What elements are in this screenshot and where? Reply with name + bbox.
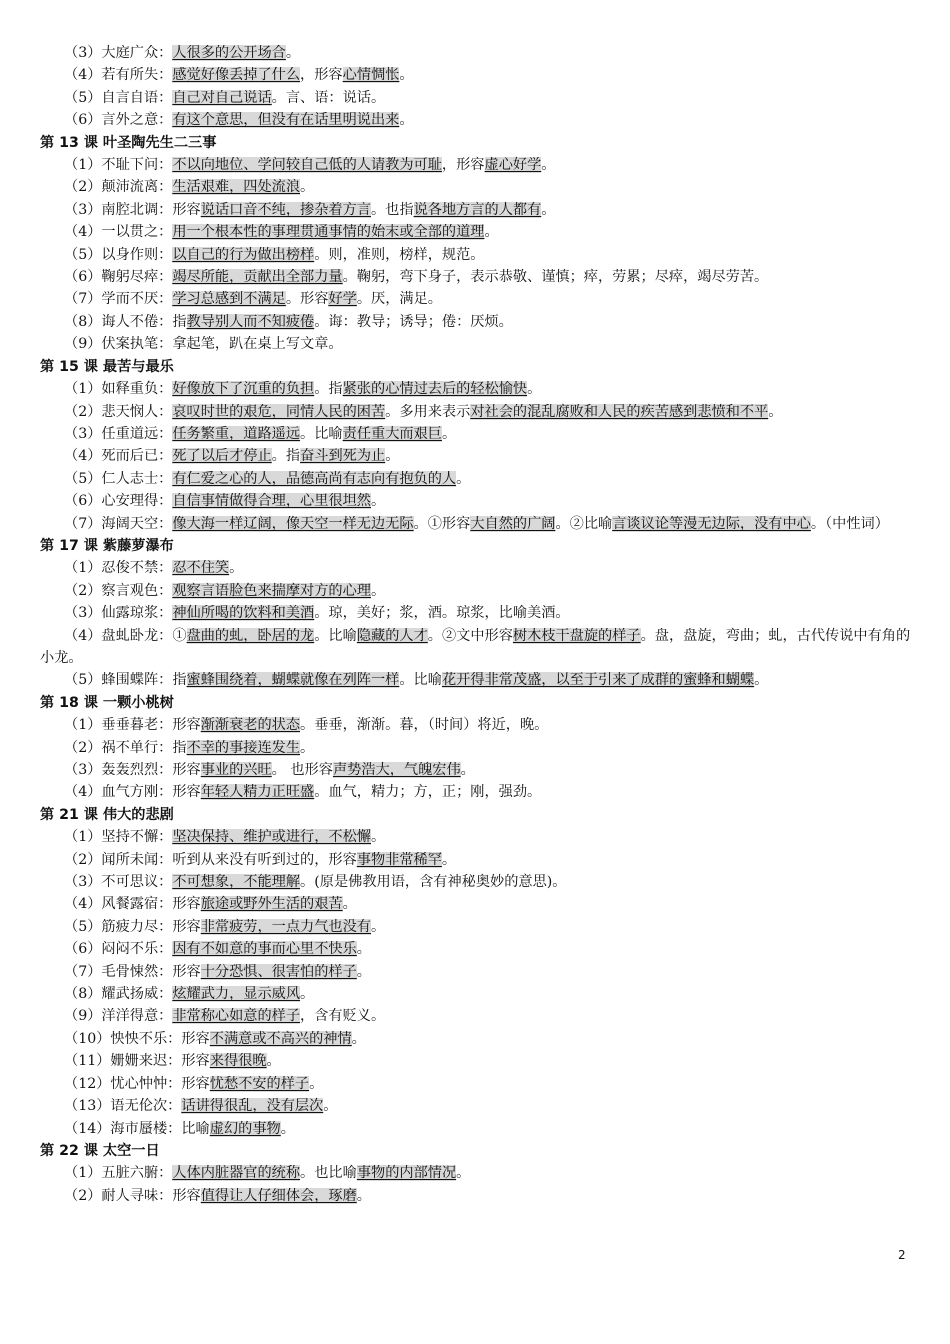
entry-text: （2）察言观色：: [64, 582, 173, 599]
highlighted-definition: 死了以后才停止: [172, 448, 272, 465]
highlighted-definition: 事业的兴旺: [200, 762, 272, 778]
entry-text: 。（中性词）: [810, 515, 889, 532]
entry-text: （5）筋疲力尽：形容: [64, 918, 201, 935]
entry-text: （5）仁人志士：: [64, 470, 173, 487]
highlighted-definition: 好学: [328, 291, 357, 308]
entry-text: （1）如释重负：: [64, 381, 173, 398]
lesson-heading: [40, 356, 912, 378]
highlighted-definition: 隐藏的人才: [356, 627, 428, 644]
highlighted-definition: 非常称心如意的样子: [172, 1008, 301, 1025]
entry-text: 。比喻: [300, 425, 343, 442]
highlighted-definition: 责任重大而艰巨: [342, 425, 442, 442]
idiom-entry: [40, 938, 912, 960]
entry-text: （7）海阔天空：: [64, 515, 173, 532]
idiom-entry: [40, 759, 912, 781]
highlighted-definition: 不可想象，不能理解: [172, 874, 301, 891]
highlighted-definition: 年轻人精力正旺盛: [200, 784, 315, 801]
entry-text: （13）语无伦次：: [64, 1098, 182, 1115]
entry-text: （2）颠沛流离：: [64, 179, 173, 196]
entry-text: （14）海市蜃楼：比喻: [64, 1120, 210, 1137]
idiom-entry: [40, 602, 912, 624]
highlighted-definition: 非常疲劳，一点力气也没有: [200, 918, 371, 935]
entry-text: 第 21 课 伟大的悲剧: [40, 806, 174, 823]
highlighted-definition: 自信事情做得合理，心里很坦然: [172, 493, 371, 510]
entry-text: 。: [484, 224, 499, 241]
idiom-entry: [40, 445, 912, 467]
entry-text: （1）坚持不懈：: [64, 829, 173, 846]
idiom-entry: [40, 333, 912, 355]
idiom-entry: [40, 401, 912, 423]
highlighted-definition: 事物的内部情况: [356, 1165, 457, 1182]
entry-text: （2）悲天悯人：: [64, 403, 173, 420]
entry-text: （1）垂垂暮老：形容: [64, 717, 201, 734]
entry-text: （4）风餐露宿：形容: [64, 896, 201, 913]
entry-text: 。: [342, 896, 357, 913]
highlighted-definition: 因有不如意的事而心里不快乐: [172, 941, 357, 958]
idiom-entry: [40, 87, 912, 109]
entry-text: 。: [541, 201, 556, 218]
entry-text: （5）蜂围蝶阵：指: [64, 672, 187, 689]
idiom-entry: [40, 916, 912, 938]
idiom-entry: [40, 1162, 912, 1184]
entry-text: （4）若有所失：: [64, 67, 173, 84]
highlighted-definition: 以自己的行为做出榜样: [172, 246, 315, 263]
entry-text: 第 18 课 一颗小桃树: [40, 694, 174, 711]
lesson-heading: [40, 1140, 912, 1162]
entry-text: 。盘，盘旋，弯曲；虬，古代传说中有角的小龙。: [40, 627, 911, 666]
entry-text: 。: [300, 179, 315, 196]
entry-text: 。②文中形容: [427, 627, 513, 644]
entry-text: 。形容: [285, 291, 329, 308]
entry-text: （3）轰轰烈烈：形容: [64, 762, 201, 778]
idiom-entry: [40, 311, 912, 333]
entry-text: 。: [300, 986, 315, 1003]
entry-text: 。也指: [370, 201, 414, 218]
idiom-entry: [40, 64, 912, 86]
entry-text: 。: [356, 941, 371, 958]
highlighted-definition: 盘曲的虬，卧居的龙: [186, 627, 315, 644]
entry-text: 。①形容: [413, 515, 471, 532]
highlighted-definition: 虚心好学: [484, 157, 542, 174]
lesson-heading: [40, 535, 912, 557]
entry-text: 。垂垂，渐渐。暮，（时间）将近，晚。: [300, 717, 549, 734]
lesson-heading: [40, 804, 912, 826]
entry-text: 。指: [314, 381, 343, 398]
entry-text: （3）仙露琼浆：: [64, 605, 173, 622]
highlighted-definition: 说话口音不纯，掺杂着方言: [200, 201, 371, 218]
entry-text: （9）伏案执笔：拿起笔，趴在桌上写文章。: [64, 336, 343, 353]
highlighted-definition: 不满意或不高兴的神情: [209, 1030, 352, 1047]
idiom-entry: [40, 1073, 912, 1095]
entry-text: 第 22 课 太空一日: [40, 1142, 160, 1159]
entry-text: 。: [280, 1120, 295, 1137]
entry-text: 。: [323, 1098, 338, 1115]
entry-text: 。: [309, 1075, 324, 1092]
highlighted-definition: 好像放下了沉重的负担: [172, 381, 315, 398]
entry-text: 。血气，精力；方，正；刚，强劲。: [314, 784, 542, 801]
idiom-entry: [40, 154, 912, 176]
entry-text: （12）忧心忡忡：形容: [64, 1075, 210, 1092]
entry-text: （11）姗姗来迟：形容: [64, 1053, 210, 1070]
entry-text: （6）鞠躬尽瘁：: [64, 269, 173, 286]
entry-text: （6）心安理得：: [64, 493, 173, 510]
entry-text: 。: [441, 425, 457, 442]
entry-text: 。: [768, 403, 783, 420]
highlighted-definition: 人体内脏器官的统称: [172, 1165, 301, 1182]
entry-text: （7）学而不厌：: [64, 291, 173, 308]
entry-text: 。: [356, 963, 371, 980]
idiom-entry: [40, 42, 912, 64]
entry-text: （3）不可思议：: [64, 874, 173, 891]
entry-text: 。: [527, 381, 542, 398]
entry-text: （2）耐人寻味：形容: [64, 1187, 201, 1204]
highlighted-definition: 说各地方言的人都有: [413, 201, 542, 218]
entry-text: （5）自言自语：: [64, 89, 173, 106]
entry-text: 第 13 课 叶圣陶先生二三事: [40, 134, 217, 151]
entry-text: 。: [370, 829, 386, 846]
highlighted-definition: 话讲得很乱，没有层次: [181, 1098, 324, 1115]
idiom-entry: [40, 199, 912, 221]
entry-text: 。: [285, 45, 301, 61]
idiom-entry: [40, 1118, 912, 1140]
highlighted-definition: 用一个根本性的事理贯通事情的始末或全部的道理: [172, 224, 485, 241]
entry-text: （4）血气方刚：形容: [64, 784, 201, 801]
idiom-entry: [40, 490, 912, 512]
idiom-entry: [40, 1005, 912, 1027]
highlighted-definition: 教导别人而不知疲倦: [186, 313, 315, 330]
highlighted-definition: 观察言语脸色来揣摩对方的心理: [172, 582, 371, 599]
entry-text: ，含有贬义。: [300, 1008, 386, 1025]
entry-text: （6）言外之意：: [64, 112, 173, 129]
idiom-entry: [40, 961, 912, 983]
entry-text: 。: [399, 112, 414, 129]
highlighted-definition: 学习总感到不满足: [172, 291, 286, 308]
highlighted-definition: 像大海一样辽阔，像天空一样无边无际: [172, 515, 414, 532]
entry-text: （4）盘虬卧龙：①: [64, 627, 187, 644]
highlighted-definition: 紧张的心情过去后的轻松愉快: [342, 381, 528, 398]
highlighted-definition: 来得很晚: [209, 1053, 267, 1070]
entry-text: 。诲：教导；诱导；倦：厌烦。: [314, 313, 513, 330]
highlighted-definition: 虚幻的事物: [209, 1120, 281, 1137]
idiom-entry: [40, 893, 912, 915]
entry-text: （7）毛骨悚然：形容: [64, 963, 201, 980]
entry-text: （1）不耻下问：: [64, 157, 173, 174]
entry-text: 。比喻: [314, 627, 357, 644]
entry-text: 。: [456, 1165, 471, 1182]
highlighted-definition: 竭尽所能，贡献出全部力量: [172, 269, 343, 286]
highlighted-definition: 树木枝干盘旋的样子: [512, 627, 641, 644]
entry-text: （9）洋洋得意：: [64, 1008, 173, 1025]
highlighted-definition: 蜜蜂围绕着，蝴蝶就像在列阵一样: [186, 672, 400, 689]
idiom-entry: [40, 1050, 912, 1072]
entry-text: 。: [399, 67, 414, 84]
entry-text: （3）任重道远：: [64, 425, 173, 442]
entry-text: 。: [441, 851, 457, 868]
entry-text: （2）祸不单行：指: [64, 739, 187, 756]
idiom-entry: [40, 580, 912, 602]
entry-text: （1）忍俊不禁：: [64, 560, 173, 577]
highlighted-definition: 十分恐惧、很害怕的样子: [200, 963, 357, 980]
entry-text: 。: [370, 493, 386, 510]
entry-text: （8）诲人不倦：指: [64, 313, 187, 330]
entry-text: 。: [460, 762, 475, 778]
entry-text: 。: [385, 448, 400, 465]
highlighted-definition: 事物非常稀罕: [356, 851, 442, 868]
idiom-entry: [40, 669, 912, 691]
idiom-entry: [40, 288, 912, 310]
entry-text: （3）南腔北调：形容: [64, 201, 201, 218]
highlighted-definition: 声势浩大，气魄宏伟: [332, 762, 461, 778]
entry-text: 。: [541, 157, 556, 174]
entry-text: 。: [356, 1187, 371, 1204]
entry-text: （4）一以贯之：: [64, 224, 173, 241]
entry-text: 。(原是佛教用语，含有神秘奥妙的意思)。: [300, 874, 567, 891]
idiom-entry: [40, 513, 912, 535]
entry-text: 。也比喻: [300, 1165, 357, 1182]
idiom-entry: [40, 871, 912, 893]
highlighted-definition: 值得让人仔细体会，琢磨: [200, 1187, 357, 1204]
entry-text: 。厌，满足。: [356, 291, 442, 308]
highlighted-definition: 有这个意思，但没有在话里明说出来: [172, 112, 400, 129]
entry-text: ，形容: [300, 67, 343, 84]
idiom-entry: [40, 221, 912, 243]
entry-text: ，形容: [441, 157, 485, 174]
idiom-entry: [40, 176, 912, 198]
highlighted-definition: 人很多的公开场合: [172, 45, 286, 61]
idiom-entry: [40, 826, 912, 848]
entry-text: 。多用来表示: [385, 403, 471, 420]
highlighted-definition: 大自然的广阔: [470, 515, 556, 532]
highlighted-definition: 旅途或野外生活的艰苦: [200, 896, 343, 913]
idiom-entry: [40, 109, 912, 131]
entry-text: （2）闻所未闻：听到从来没有听到过的，形容: [64, 851, 357, 868]
entry-text: （6）闷闷不乐：: [64, 941, 173, 958]
page-number: 2: [898, 1248, 906, 1262]
highlighted-definition: 不幸的事接连发生: [186, 739, 301, 756]
entry-text: 。: [229, 560, 244, 577]
lesson-heading: [40, 692, 912, 714]
highlighted-definition: 心情惆怅: [342, 67, 400, 84]
highlighted-definition: 对社会的混乱腐败和人民的疾苦感到悲愤和不平: [470, 403, 769, 420]
entry-text: 第 15 课 最苦与最乐: [40, 358, 174, 375]
highlighted-definition: 忍不住笑: [172, 560, 230, 577]
entry-text: （3）大庭广众：: [64, 45, 173, 61]
entry-text: 。: [754, 672, 769, 689]
entry-text: 。鞠躬，弯下身子，表示恭敬、谨慎；瘁，劳累；尽瘁，竭尽劳苦。: [342, 269, 769, 286]
highlighted-definition: 自己对自己说话: [172, 89, 272, 106]
entry-text: 第 17 课 紫藤萝瀑布: [40, 537, 174, 554]
entry-text: 。: [266, 1053, 281, 1070]
lesson-heading: [40, 132, 912, 154]
entry-text: 。: [456, 470, 471, 487]
highlighted-definition: 有仁爱之心的人，品德高尚有志向有抱负的人: [172, 470, 457, 487]
highlighted-definition: 炫耀武力，显示威风: [172, 986, 301, 1003]
idiom-entry: [40, 1028, 912, 1050]
idiom-entry: [40, 849, 912, 871]
entry-text: 。言、语：说话。: [271, 89, 386, 106]
idiom-entry: [40, 1185, 912, 1207]
idiom-entry: [40, 714, 912, 736]
entry-text: 。琼，美好；浆，酒。琼浆，比喻美酒。: [314, 605, 570, 622]
entry-text: 。: [351, 1030, 366, 1047]
idiom-entry: [40, 781, 912, 803]
idiom-entry: [40, 468, 912, 490]
idiom-entry: [40, 1095, 912, 1117]
entry-text: 。 也形容: [271, 762, 333, 778]
entry-text: 。: [370, 918, 386, 935]
highlighted-definition: 渐渐衰老的状态: [200, 717, 301, 734]
idiom-entry: [40, 266, 912, 288]
entry-text: 。则，准则，榜样，规范。: [314, 246, 485, 263]
entry-text: （5）以身作则：: [64, 246, 173, 263]
idiom-entry: [40, 983, 912, 1005]
idiom-entry: [40, 625, 912, 670]
highlighted-definition: 坚决保持、维护或进行，不松懈: [172, 829, 371, 846]
idiom-entry: [40, 423, 912, 445]
highlighted-definition: 奋斗到死为止: [300, 448, 386, 465]
highlighted-definition: 感觉好像丢掉了什么: [172, 67, 301, 84]
entry-text: （4）死而后已：: [64, 448, 173, 465]
entry-text: 。②比喻: [555, 515, 613, 532]
highlighted-definition: 生活艰难，四处流浪: [172, 179, 301, 196]
highlighted-definition: 任务繁重，道路遥远: [172, 425, 301, 442]
highlighted-definition: 忧愁不安的样子: [209, 1075, 310, 1092]
entry-text: （8）耀武扬威：: [64, 986, 173, 1003]
document-body: [40, 42, 912, 1207]
entry-text: 。比喻: [399, 672, 442, 689]
idiom-entry: [40, 378, 912, 400]
entry-text: （10）怏怏不乐：形容: [64, 1030, 210, 1047]
highlighted-definition: 哀叹时世的艰危，同情人民的困苦: [172, 403, 386, 420]
idiom-entry: [40, 557, 912, 579]
highlighted-definition: 花开得非常茂盛，以至于引来了成群的蜜蜂和蝴蝶: [441, 672, 755, 689]
highlighted-definition: 神仙所喝的饮料和美酒: [172, 605, 315, 622]
idiom-entry: [40, 244, 912, 266]
entry-text: 。指: [271, 448, 301, 465]
entry-text: 。: [370, 582, 386, 599]
entry-text: 。: [300, 739, 315, 756]
highlighted-definition: 不以向地位、学问较自己低的人请教为可耻: [172, 157, 442, 174]
entry-text: （1）五脏六腑：: [64, 1165, 173, 1182]
idiom-entry: [40, 737, 912, 759]
highlighted-definition: 言谈议论等漫无边际，没有中心: [612, 515, 811, 532]
